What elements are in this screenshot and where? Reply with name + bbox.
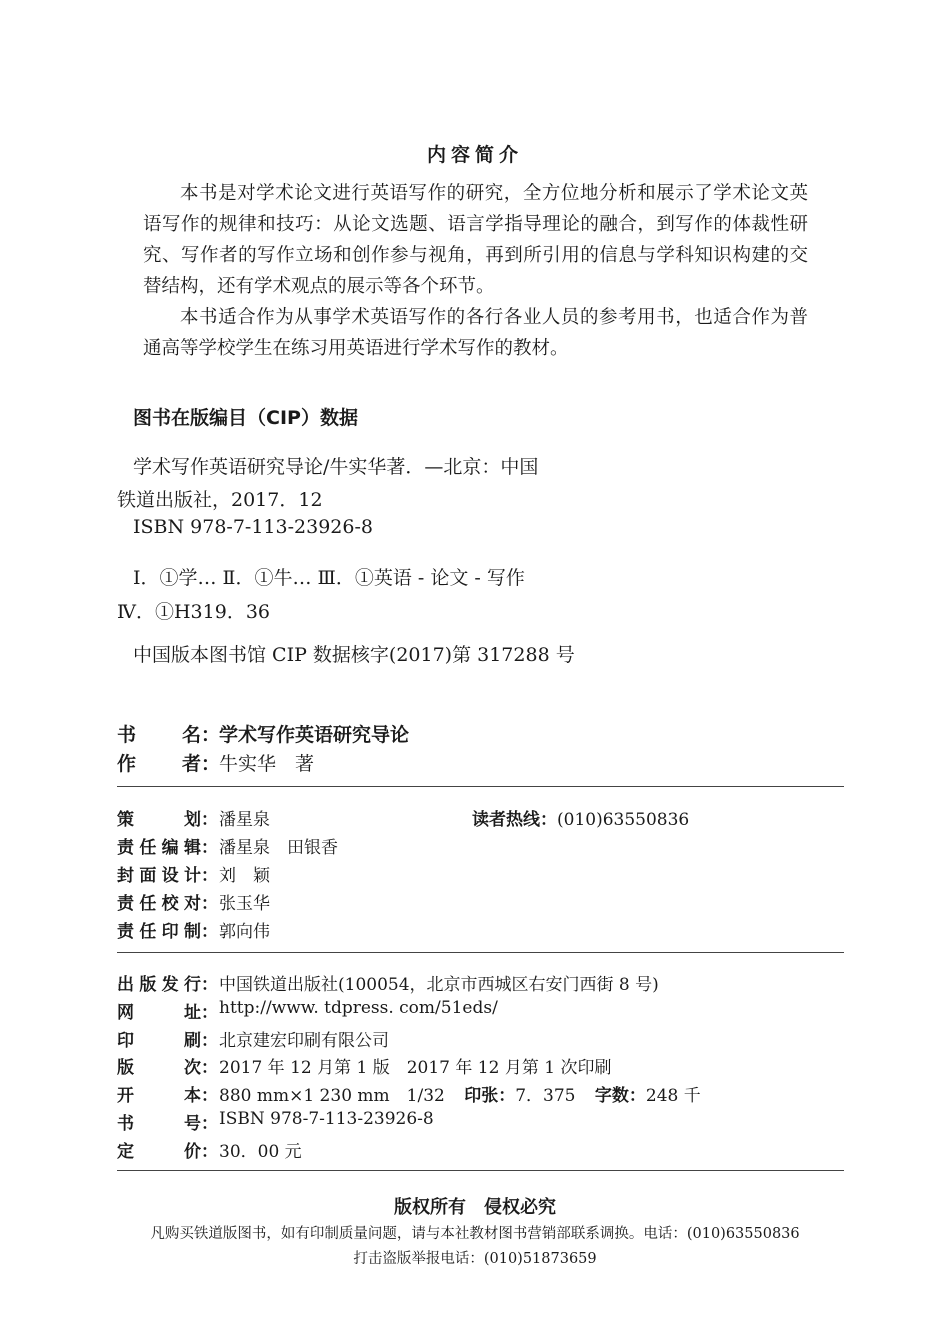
colon: ： [201,975,218,995]
colon: ： [201,894,218,914]
intro-title: 内容简介 [426,144,523,166]
colon: ： [201,1031,218,1051]
anti-piracy-hotline: 打击盗版举报电话：(010)51873659 [353,1251,597,1267]
planner-value: 潘星泉 [219,810,270,830]
sheets-label: 印张 [464,1086,499,1106]
hotline-value: (010)63550836 [557,810,690,830]
sheets-value: 7．375 [515,1086,576,1106]
cip-title: 图书在版编目（CIP）数据 [133,407,358,429]
colon: ： [201,724,221,746]
price-label: 定价 [117,1142,201,1162]
rights-notice: 凡购买铁道版图书，如有印制质量问题，请与本社教材图书营销部联系调换。电话：(010)63550836 [150,1226,800,1242]
website-link[interactable]: http://www. tdpress. com/51eds/ [219,998,498,1018]
print-manager-value: 郭向伟 [219,922,270,942]
colon: ： [201,1086,218,1106]
divider [117,786,844,787]
divider [117,1170,844,1171]
author-name: 牛实华 著 [219,753,315,775]
colon: ： [201,753,221,775]
isbn-value: ISBN 978-7-113-23926-8 [219,1109,434,1129]
author-label: 作者 [117,753,201,775]
printer-value: 北京建宏印刷有限公司 [219,1031,389,1051]
cover-design-value: 刘 颖 [219,866,270,886]
colon: ： [201,838,218,858]
colon: ： [201,922,218,942]
colon: ： [498,1086,516,1106]
edition-label: 版次 [117,1058,201,1078]
rights-title: 版权所有 侵权必究 [394,1197,556,1218]
isbn-label: 书号 [117,1114,201,1134]
reader-hotline [472,805,689,830]
print-manager-label: 责任印制 [117,922,201,942]
proofreader-value: 张玉华 [219,894,270,914]
cip-line: 学术写作英语研究导论/牛实华著．—北京：中国 [133,456,539,478]
colon: ： [540,810,557,830]
colon: ： [201,1058,218,1078]
website-label: 网址 [117,1003,201,1023]
book-title: 学术写作英语研究导论 [219,724,410,746]
format-label: 开本 [117,1086,201,1106]
edition-value: 2017 年 12 月第 1 版 2017 年 12 月第 1 次印刷 [219,1058,612,1078]
cover-design-label: 封面设计 [117,866,201,886]
printer-label: 印刷 [117,1031,201,1051]
editor-label: 责任编辑 [117,838,201,858]
cip-line: ISBN 978-7-113-23926-8 [133,516,373,538]
cip-line: 中国版本图书馆 CIP 数据核字(2017)第 317288 号 [133,644,575,666]
colon: ： [628,1086,646,1106]
colon: ： [201,1142,218,1162]
cip-line: Ⅰ．①学… Ⅱ．①牛… Ⅲ．①英语 - 论文 - 写作 [133,567,525,589]
format-value [219,1081,701,1106]
editor-value: 潘星泉 田银香 [219,838,338,858]
intro-paragraph: 本书适合作为从事学术英语写作的各行各业人员的参考用书，也适合作为普通高等学校学生在练习用英语进行学术写作的教材。 [143,307,808,359]
planner-label: 策划 [117,810,201,830]
divider [117,952,844,953]
format-size: 880 mm×1 230 mm 1/32 [219,1086,445,1106]
price-value: 30．00 元 [219,1142,302,1162]
publisher-value: 中国铁道出版社(100054，北京市西城区右安门西街 8 号) [219,975,659,995]
colon: ： [201,810,218,830]
cip-line: 铁道出版社，2017．12 [117,489,323,511]
words-label: 字数 [594,1086,629,1106]
intro-paragraph: 本书是对学术论文进行英语写作的研究，全方位地分析和展示了学术论文英语写作的规律和技巧：从论文选题、语言学指导理论的融合，到写作的体裁性研究、写作者的写作立场和创作参与视角，再到所引用的信息与学科知识构建的交替结构，还有学术观点的展示等各个环节。 [143,183,808,297]
book-title-label: 书名 [117,724,201,746]
colon: ： [201,1114,218,1134]
publisher-label: 出版发行 [117,975,201,995]
words-value: 248 千 [645,1086,701,1106]
colon: ： [201,866,218,886]
hotline-label: 读者热线 [472,810,540,830]
intro-body [143,178,808,364]
proofreader-label: 责任校对 [117,894,201,914]
colon: ： [201,1003,218,1023]
cip-line: Ⅳ．①H319．36 [117,601,270,623]
